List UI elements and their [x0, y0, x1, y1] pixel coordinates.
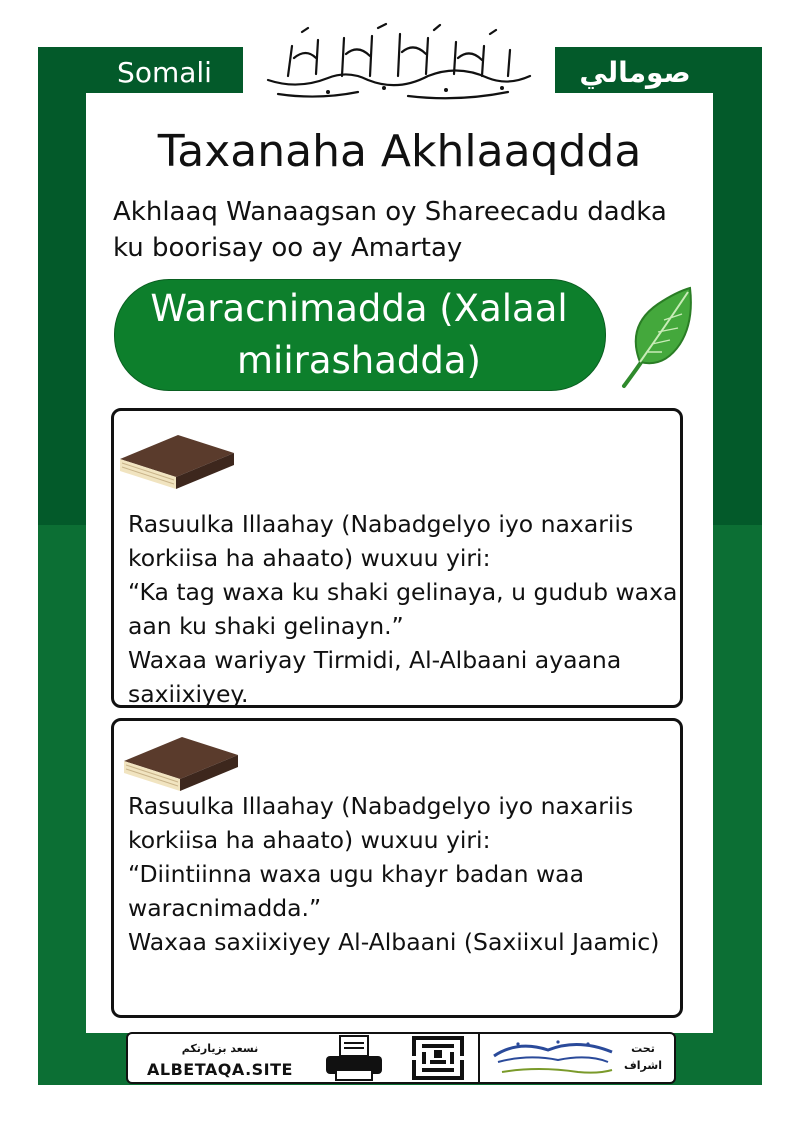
supervision-label [620, 1040, 666, 1074]
footer-welcome: نسعد بزيارتكم [181, 1042, 259, 1055]
language-label-arabic: صومالي [579, 56, 691, 89]
subtitle-line: Akhlaaq Wanaagsan oy Shareecadu dadka [113, 197, 667, 227]
printer-icon[interactable] [324, 1034, 384, 1082]
footer-site-link[interactable]: ALBETAQA.SITE [147, 1060, 293, 1079]
hadith-line: waracnimadda.” [128, 894, 322, 922]
hadith-line: saxiixiyey. [128, 680, 249, 708]
hadith-text [128, 507, 676, 711]
subtitle [113, 194, 693, 266]
topic-title-line: miirashadda) [237, 339, 481, 382]
hadith-line: Rasuulka Illaahay (Nabadgelyo iyo naxariis [128, 510, 634, 538]
hadith-line: Waxaa wariyay Tirmidi, Al-Albaani ayaana [128, 646, 622, 674]
hadith-card [111, 718, 683, 1018]
hadith-line: Rasuulka Illaahay (Nabadgelyo iyo naxariis [128, 792, 634, 820]
hadith-line: korkiisa ha ahaato) wuxuu yiri: [128, 544, 491, 572]
supervision-line: تحت [631, 1042, 655, 1055]
paper-dawah-logo-icon [408, 1034, 468, 1082]
hadith-text [128, 789, 676, 959]
language-label-english: Somali [117, 56, 212, 89]
book-icon [116, 429, 236, 491]
hadith-line: aan ku shaki gelinayn.” [128, 612, 404, 640]
hadith-line: “Ka tag waxa ku shaki gelinaya, u gudub waxa [128, 578, 678, 606]
subtitle-line: ku boorisay oo ay Amartay [113, 233, 463, 263]
topic-title [114, 283, 604, 387]
leaf-icon [618, 286, 696, 390]
basmala-calligraphy-icon [258, 18, 538, 102]
footer-divider [478, 1034, 480, 1082]
hadith-line: korkiisa ha ahaato) wuxuu yiri: [128, 826, 491, 854]
association-logo [488, 1036, 618, 1080]
supervision-line: اشراف [624, 1059, 662, 1072]
hadith-card [111, 408, 683, 708]
topic-title-line: Waracnimadda (Xalaal [150, 287, 568, 330]
hadith-line: Waxaa saxiixiyey Al-Albaani (Saxiixul Jaamic) [128, 928, 660, 956]
book-icon [120, 731, 240, 793]
hadith-line: “Diintiinna waxa ugu khayr badan waa [128, 860, 584, 888]
page-title: Taxanaha Akhlaaqdda [157, 126, 642, 177]
